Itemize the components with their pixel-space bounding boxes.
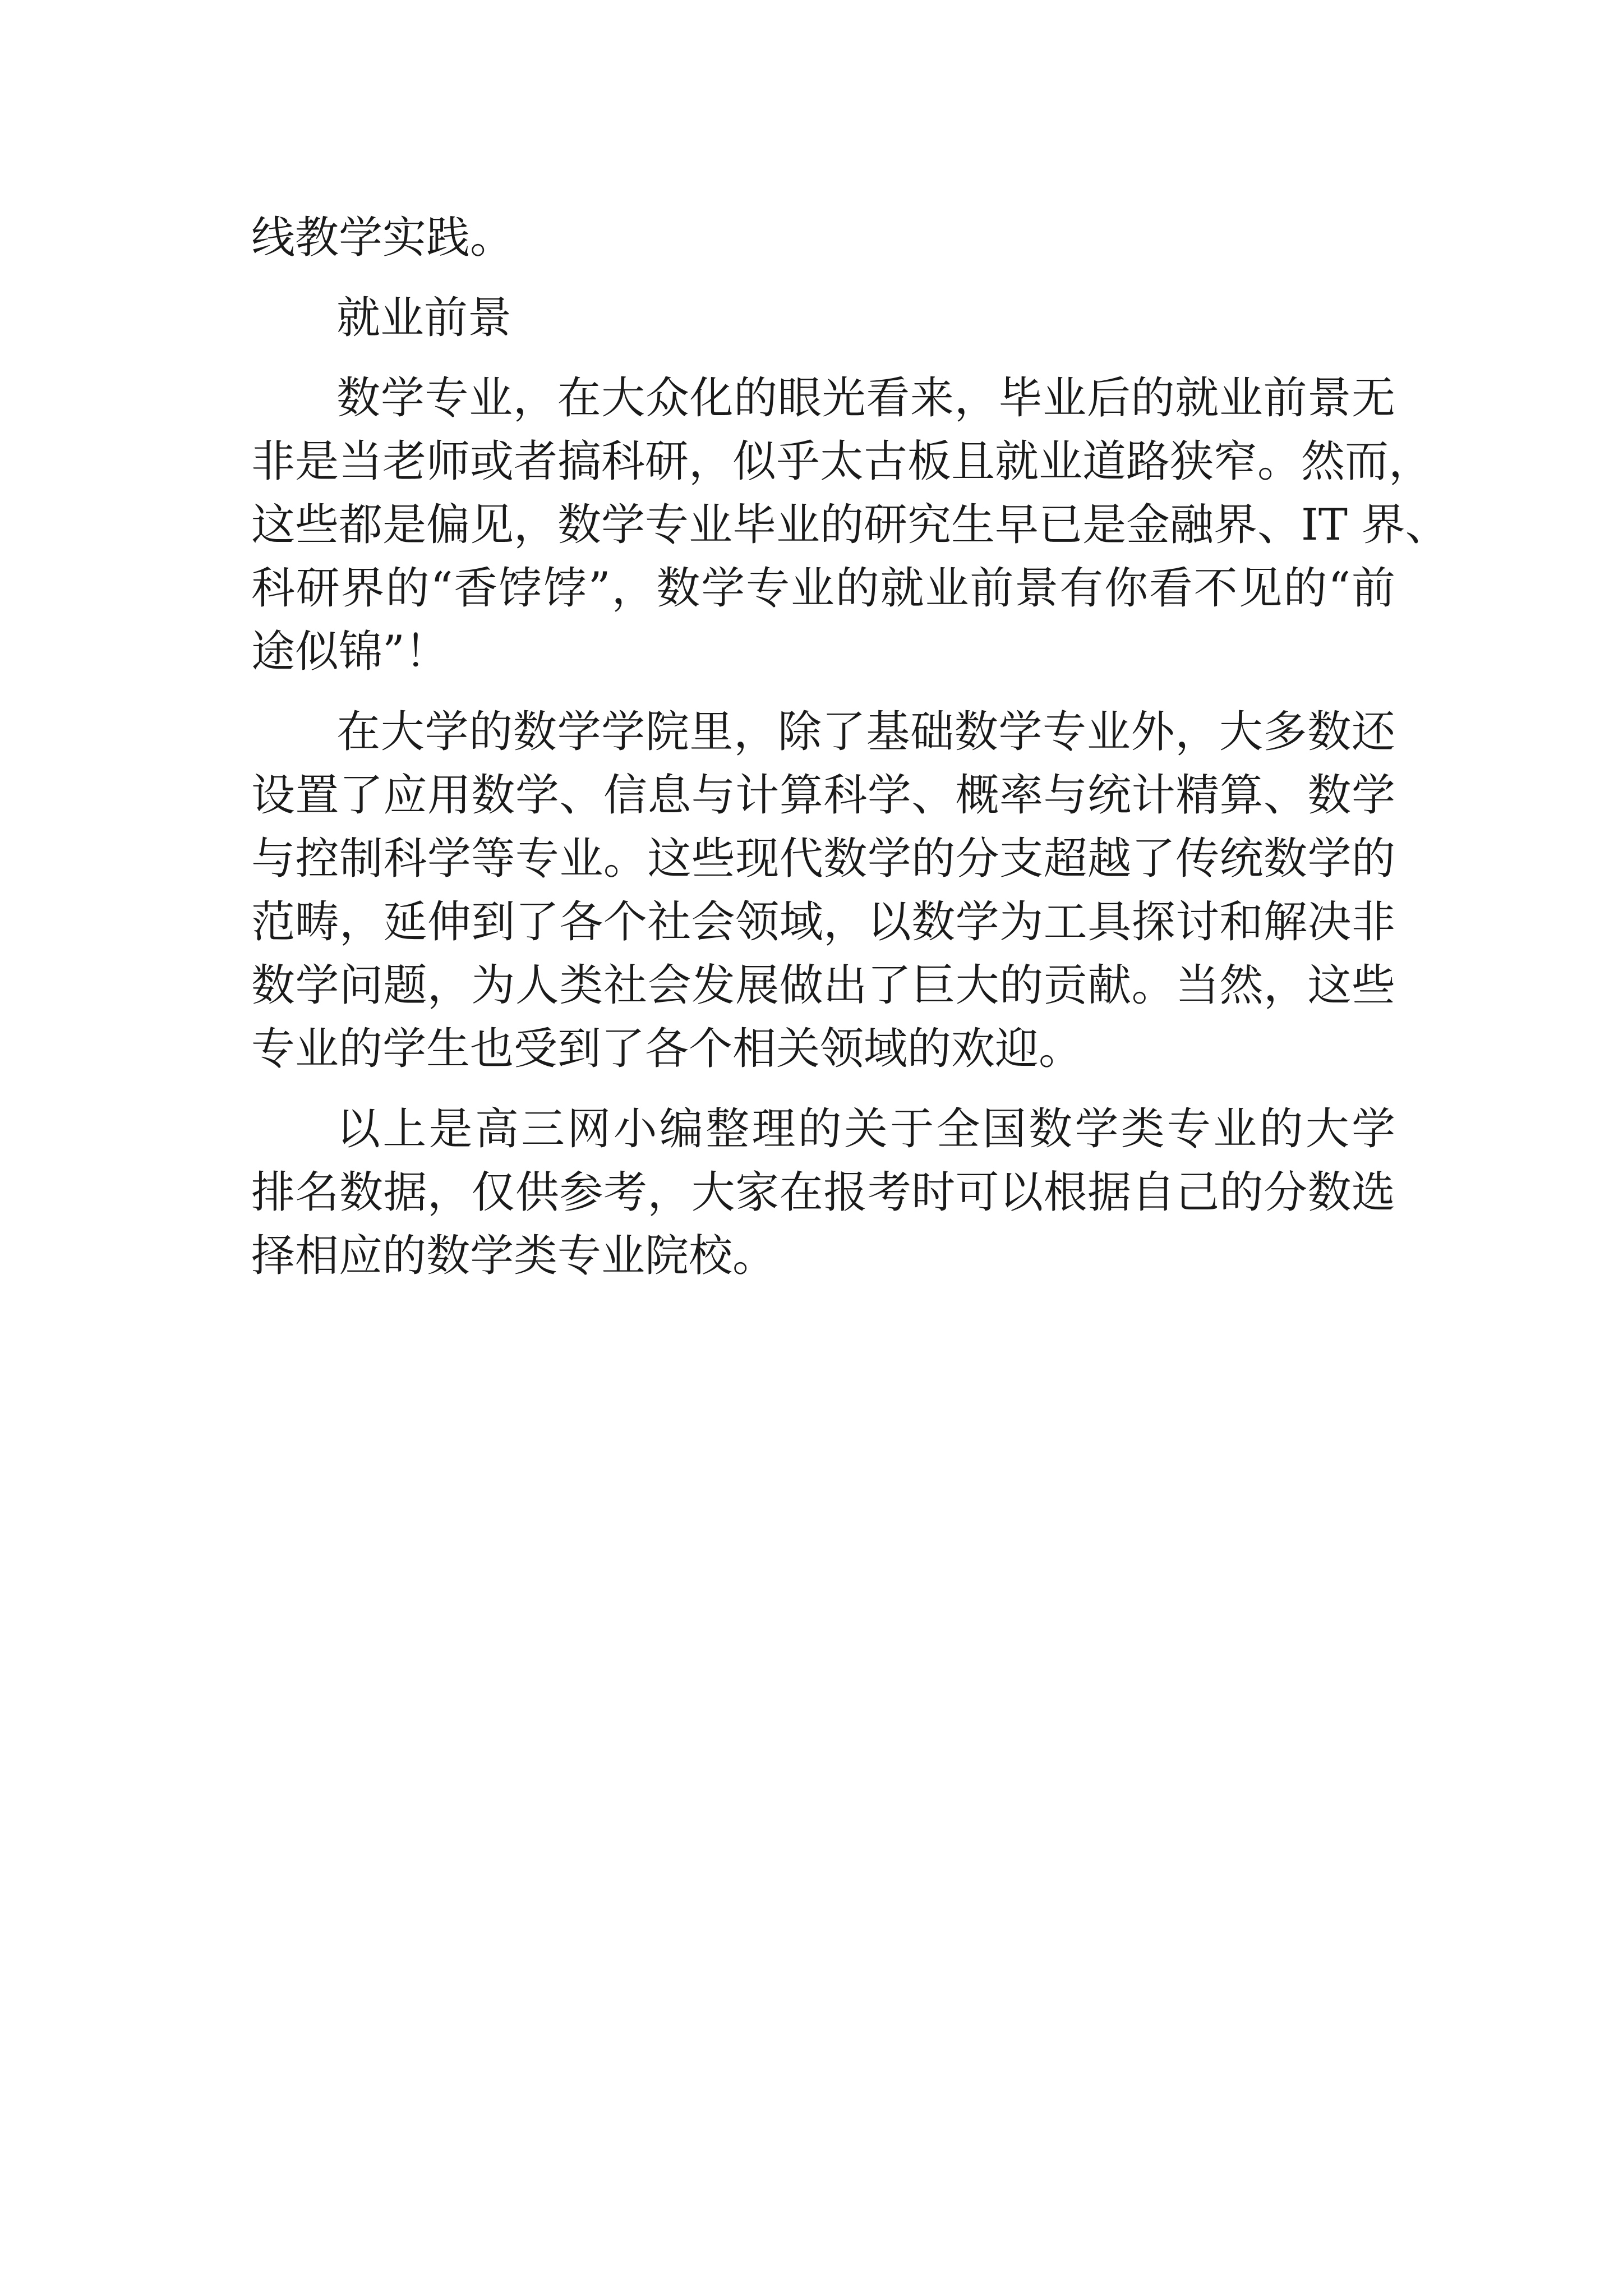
paragraph-5 [251,1098,1395,1288]
document-body [251,206,1449,1288]
paragraph-line: 这些都是偏见，数学专业毕业的研究生早已是金融界、IT 界、 [251,500,1449,550]
paragraph-1 [251,206,1395,270]
paragraph-line: 设置了应用数学、信息与计算科学、概率与统计精算、数学 [251,770,1395,821]
paragraph-line: 在大学的数学学院里，除了基础数学专业外，大多数还 [336,707,1395,757]
paragraph-line: 线教学实践。 [251,213,514,263]
paragraph-line: 科研界的“香饽饽”，数学专业的就业前景有你看不见的“前 [251,563,1395,614]
paragraph-line: 就业前景 [336,293,512,343]
paragraph-line: 范畴，延伸到了各个社会领域，以数学为工具探讨和解决非 [251,897,1395,947]
paragraph-line: 择相应的数学类专业院校。 [251,1231,777,1281]
paragraph-line: 排名数据，仅供参考，大家在报考时可以根据自己的分数选 [251,1167,1395,1218]
paragraph-line: 数学专业，在大众化的眼光看来，毕业后的就业前景无 [336,373,1395,424]
paragraph-line: 专业的学生也受到了各个相关领域的欢迎。 [251,1024,1083,1074]
paragraph-line: 非是当老师或者搞科研，似乎太古板且就业道路狭窄。然而， [251,436,1433,487]
paragraph-3 [251,367,1449,684]
paragraph-4 [251,701,1395,1081]
paragraph-line: 以上是高三网小编整理的关于全国数学类专业的大学 [336,1104,1395,1154]
paragraph-line: 与控制科学等专业。这些现代数学的分支超越了传统数学的 [251,834,1395,884]
paragraph-line: 途似锦”！ [251,627,449,677]
paragraph-line: 数学问题，为人类社会发展做出了巨大的贡献。当然，这些 [251,960,1395,1011]
section-heading-employment-prospects [251,287,1395,350]
